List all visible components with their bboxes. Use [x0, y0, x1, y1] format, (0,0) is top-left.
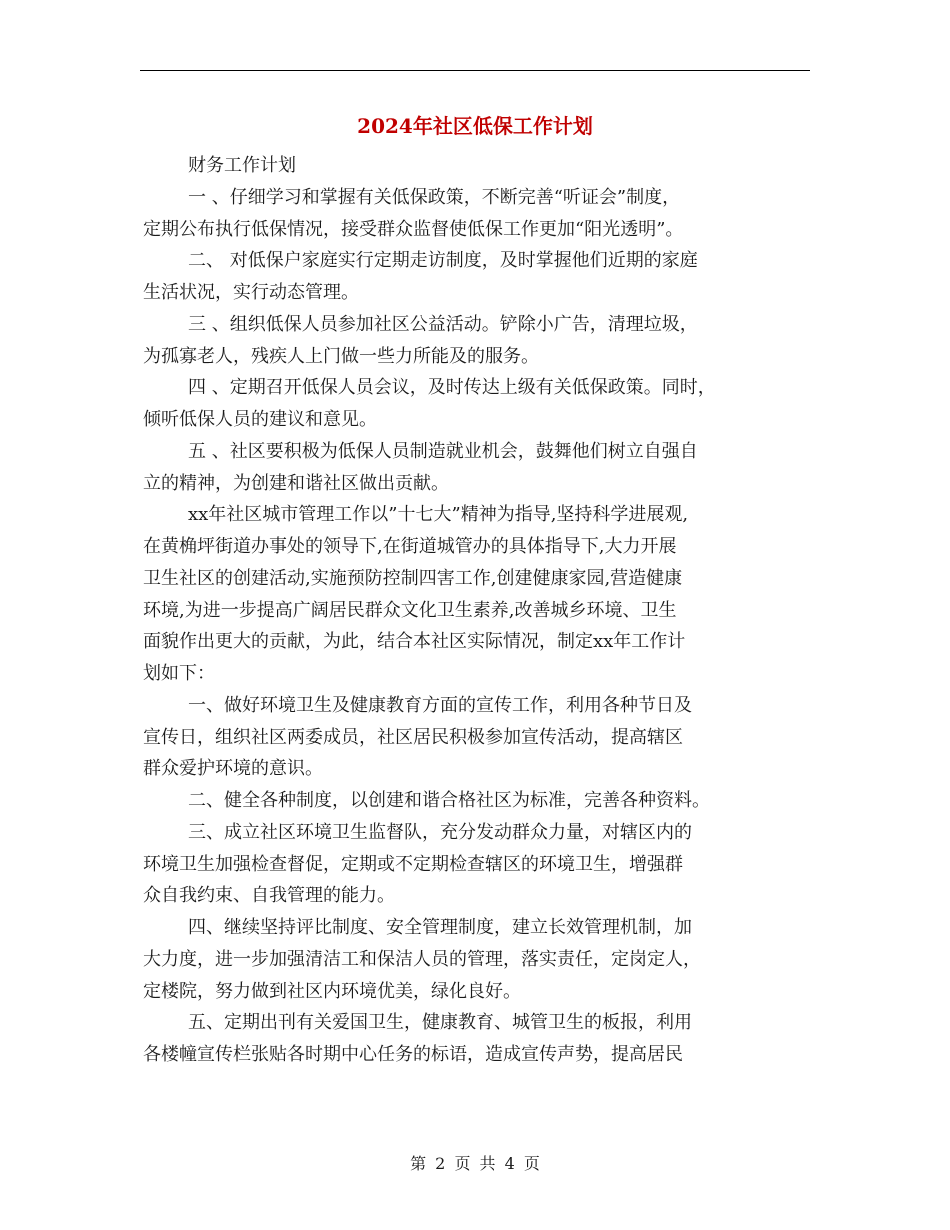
body-line: 定楼院，努力做到社区内环境优美，绿化良好。	[143, 980, 521, 1002]
document-title: 2024年社区低保工作计划	[357, 114, 593, 138]
body-line: 财务工作计划	[188, 155, 296, 176]
body-line: 四、继续坚持评比制度、安全管理制度，建立长效管理机制，加	[188, 917, 692, 938]
body-line: 群众爱护环境的意识。	[143, 758, 323, 780]
body-line: 四 、定期召开低保人员会议，及时传达上级有关低保政策。同时，	[188, 377, 716, 399]
body-line: 众自我约束、自我管理的能力。	[143, 885, 395, 907]
page-number: 第 2 页 共 4 页	[410, 1154, 540, 1173]
body-line: 定期公布执行低保情况，接受群众监督使低保工作更加“阳光透明”。	[143, 218, 684, 240]
body-line: 二、健全各种制度，以创建和谐合格社区为标准，完善各种资料。	[188, 790, 710, 811]
body-line: 划如下：	[143, 663, 215, 684]
body-line: 三 、组织低保人员参加社区公益活动。铲除小广告，清理垃圾，	[188, 313, 698, 335]
body-line: 为孤寡老人，残疾人上门做一些力所能及的服务。	[143, 345, 539, 367]
body-line: 卫生社区的创建活动,实施预防控制四害工作,创建健康家园,营造健康	[143, 567, 683, 589]
body-line: 生活状况，实行动态管理。	[143, 282, 359, 303]
body-line: 宣传日，组织社区两委成员，社区居民积极参加宣传活动，提高辖区	[143, 726, 683, 748]
body-line: 各楼幢宣传栏张贴各时期中心任务的标语，造成宣传声势，提高居民	[143, 1044, 683, 1065]
body-line: xx年社区城市管理工作以”十七大”精神为指导,坚持科学进展观,	[188, 504, 689, 526]
body-line: 二、 对低保户家庭实行定期走访制度，及时掌握他们近期的家庭	[188, 250, 698, 272]
document-body	[143, 150, 813, 1071]
body-line: 立的精神，为创建和谐社区做出贡献。	[143, 472, 449, 494]
body-line: 环境,为进一步提高广阔居民群众文化卫生素养,改善城乡环境、卫生	[143, 599, 677, 621]
body-line: 倾听低保人员的建议和意见。	[143, 409, 377, 430]
body-line: 五、定期出刊有关爱国卫生，健康教育、城管卫生的板报，利用	[188, 1012, 692, 1034]
body-line: 一 、仔细学习和掌握有关低保政策，不断完善“听证会”制度，	[188, 186, 681, 208]
body-line: 环境卫生加强检查督促，定期或不定期检查辖区的环境卫生，增强群	[143, 853, 683, 875]
header-rule	[140, 70, 810, 71]
body-line: 三、成立社区环境卫生监督队，充分发动群众力量，对辖区内的	[188, 821, 692, 843]
body-line: 面貌作出更大的贡献，为此，结合本社区实际情况，制定xx年工作计	[143, 631, 686, 653]
body-line: 五 、社区要积极为低保人员制造就业机会，鼓舞他们树立自强自	[188, 440, 698, 462]
body-line: 在黄桷坪街道办事处的领导下,在街道城管办的具体指导下,大力开展	[143, 536, 677, 557]
body-line: 大力度，进一步加强清洁工和保洁人员的管理，落实责任，定岗定人，	[143, 948, 701, 970]
body-line: 一、做好环境卫生及健康教育方面的宣传工作，利用各种节日及	[188, 694, 692, 716]
